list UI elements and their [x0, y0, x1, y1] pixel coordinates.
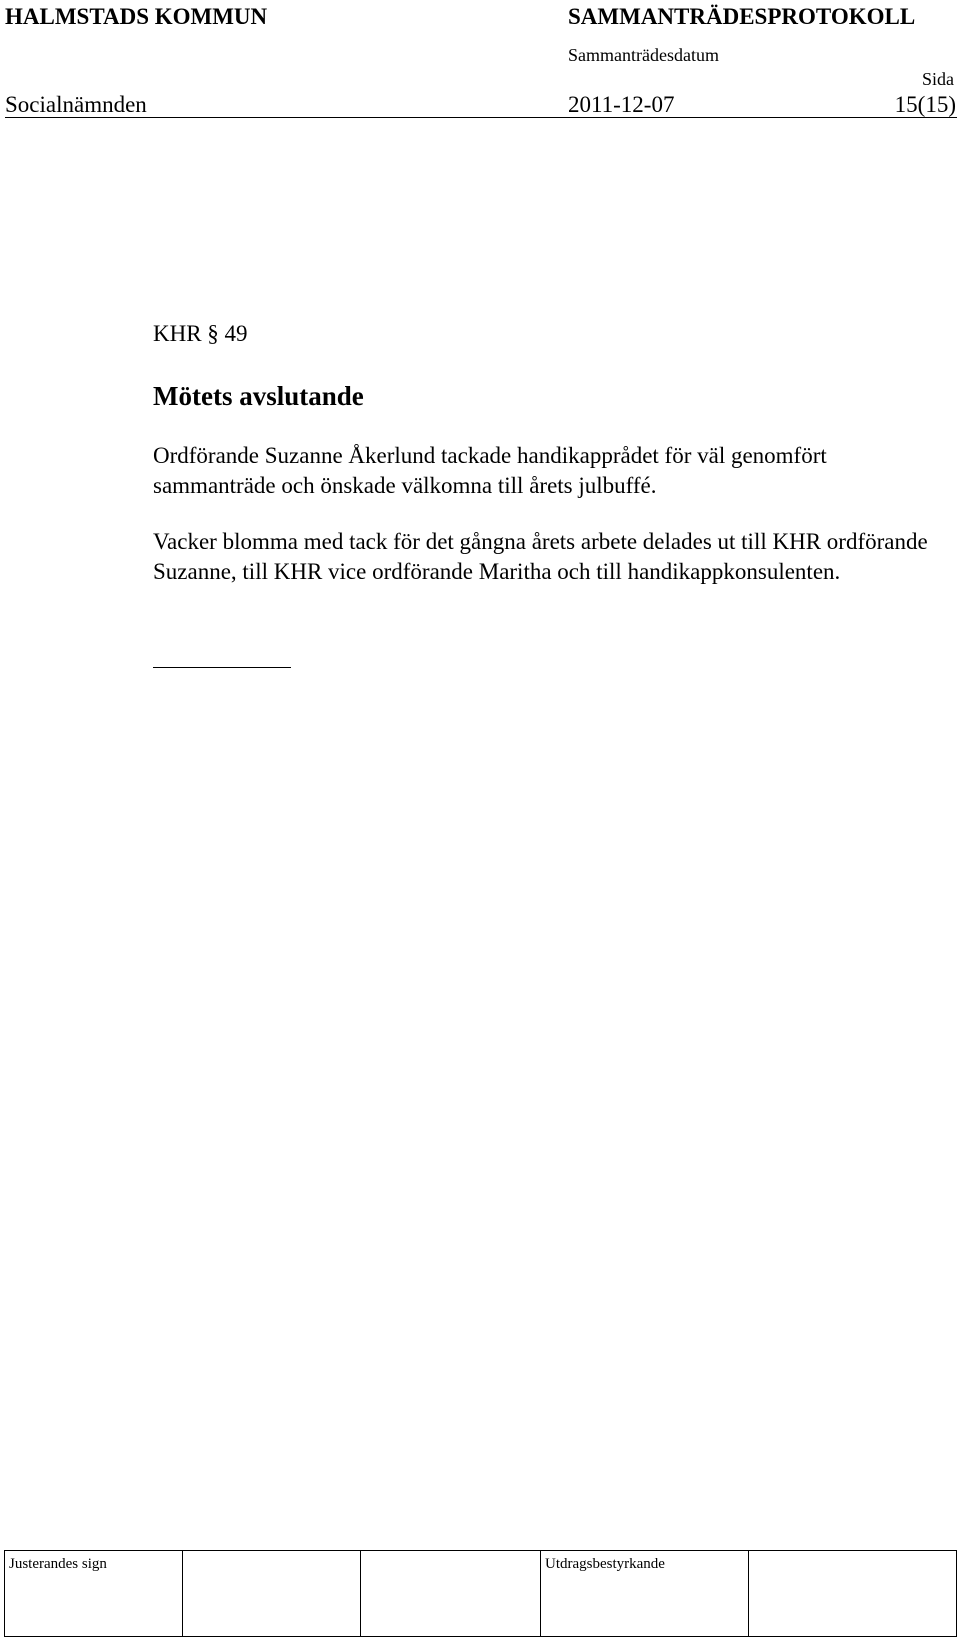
page-number: 15(15)	[894, 92, 956, 117]
signature-row	[5, 1551, 957, 1637]
page-label: Sida	[921, 69, 954, 89]
meeting-date: 2011-12-07	[568, 92, 675, 117]
document-type: SAMMANTRÄDESPROTOKOLL	[568, 4, 916, 29]
closing-divider	[153, 667, 291, 668]
signature-cell-2	[183, 1551, 361, 1637]
justerandes-sign-cell: Justerandes sign	[5, 1551, 183, 1637]
paragraph-closing-thanks: Ordförande Suzanne Åkerlund tackade handikapprådet för väl genomfört sammanträde och önskade välkomna till årets julbuffé.	[153, 443, 827, 498]
signature-table	[4, 1550, 957, 1637]
section-reference: KHR § 49	[153, 321, 248, 346]
utdragsbestyrkande-cell: Utdragsbestyrkande	[541, 1551, 749, 1637]
paragraph-flowers: Vacker blomma med tack för det gångna årets arbete delades ut till KHR ordförande Suzanne, till KHR vice ordförande Maritha och till handikappkonsulenten.	[153, 529, 928, 584]
organization-name: HALMSTADS KOMMUN	[5, 4, 268, 29]
signature-cell-5	[749, 1551, 957, 1637]
committee-name: Socialnämnden	[5, 92, 147, 117]
signature-cell-3	[361, 1551, 541, 1637]
header-divider	[5, 117, 957, 118]
section-title: Mötets avslutande	[153, 381, 364, 411]
meeting-date-label: Sammanträdesdatum	[568, 45, 719, 65]
